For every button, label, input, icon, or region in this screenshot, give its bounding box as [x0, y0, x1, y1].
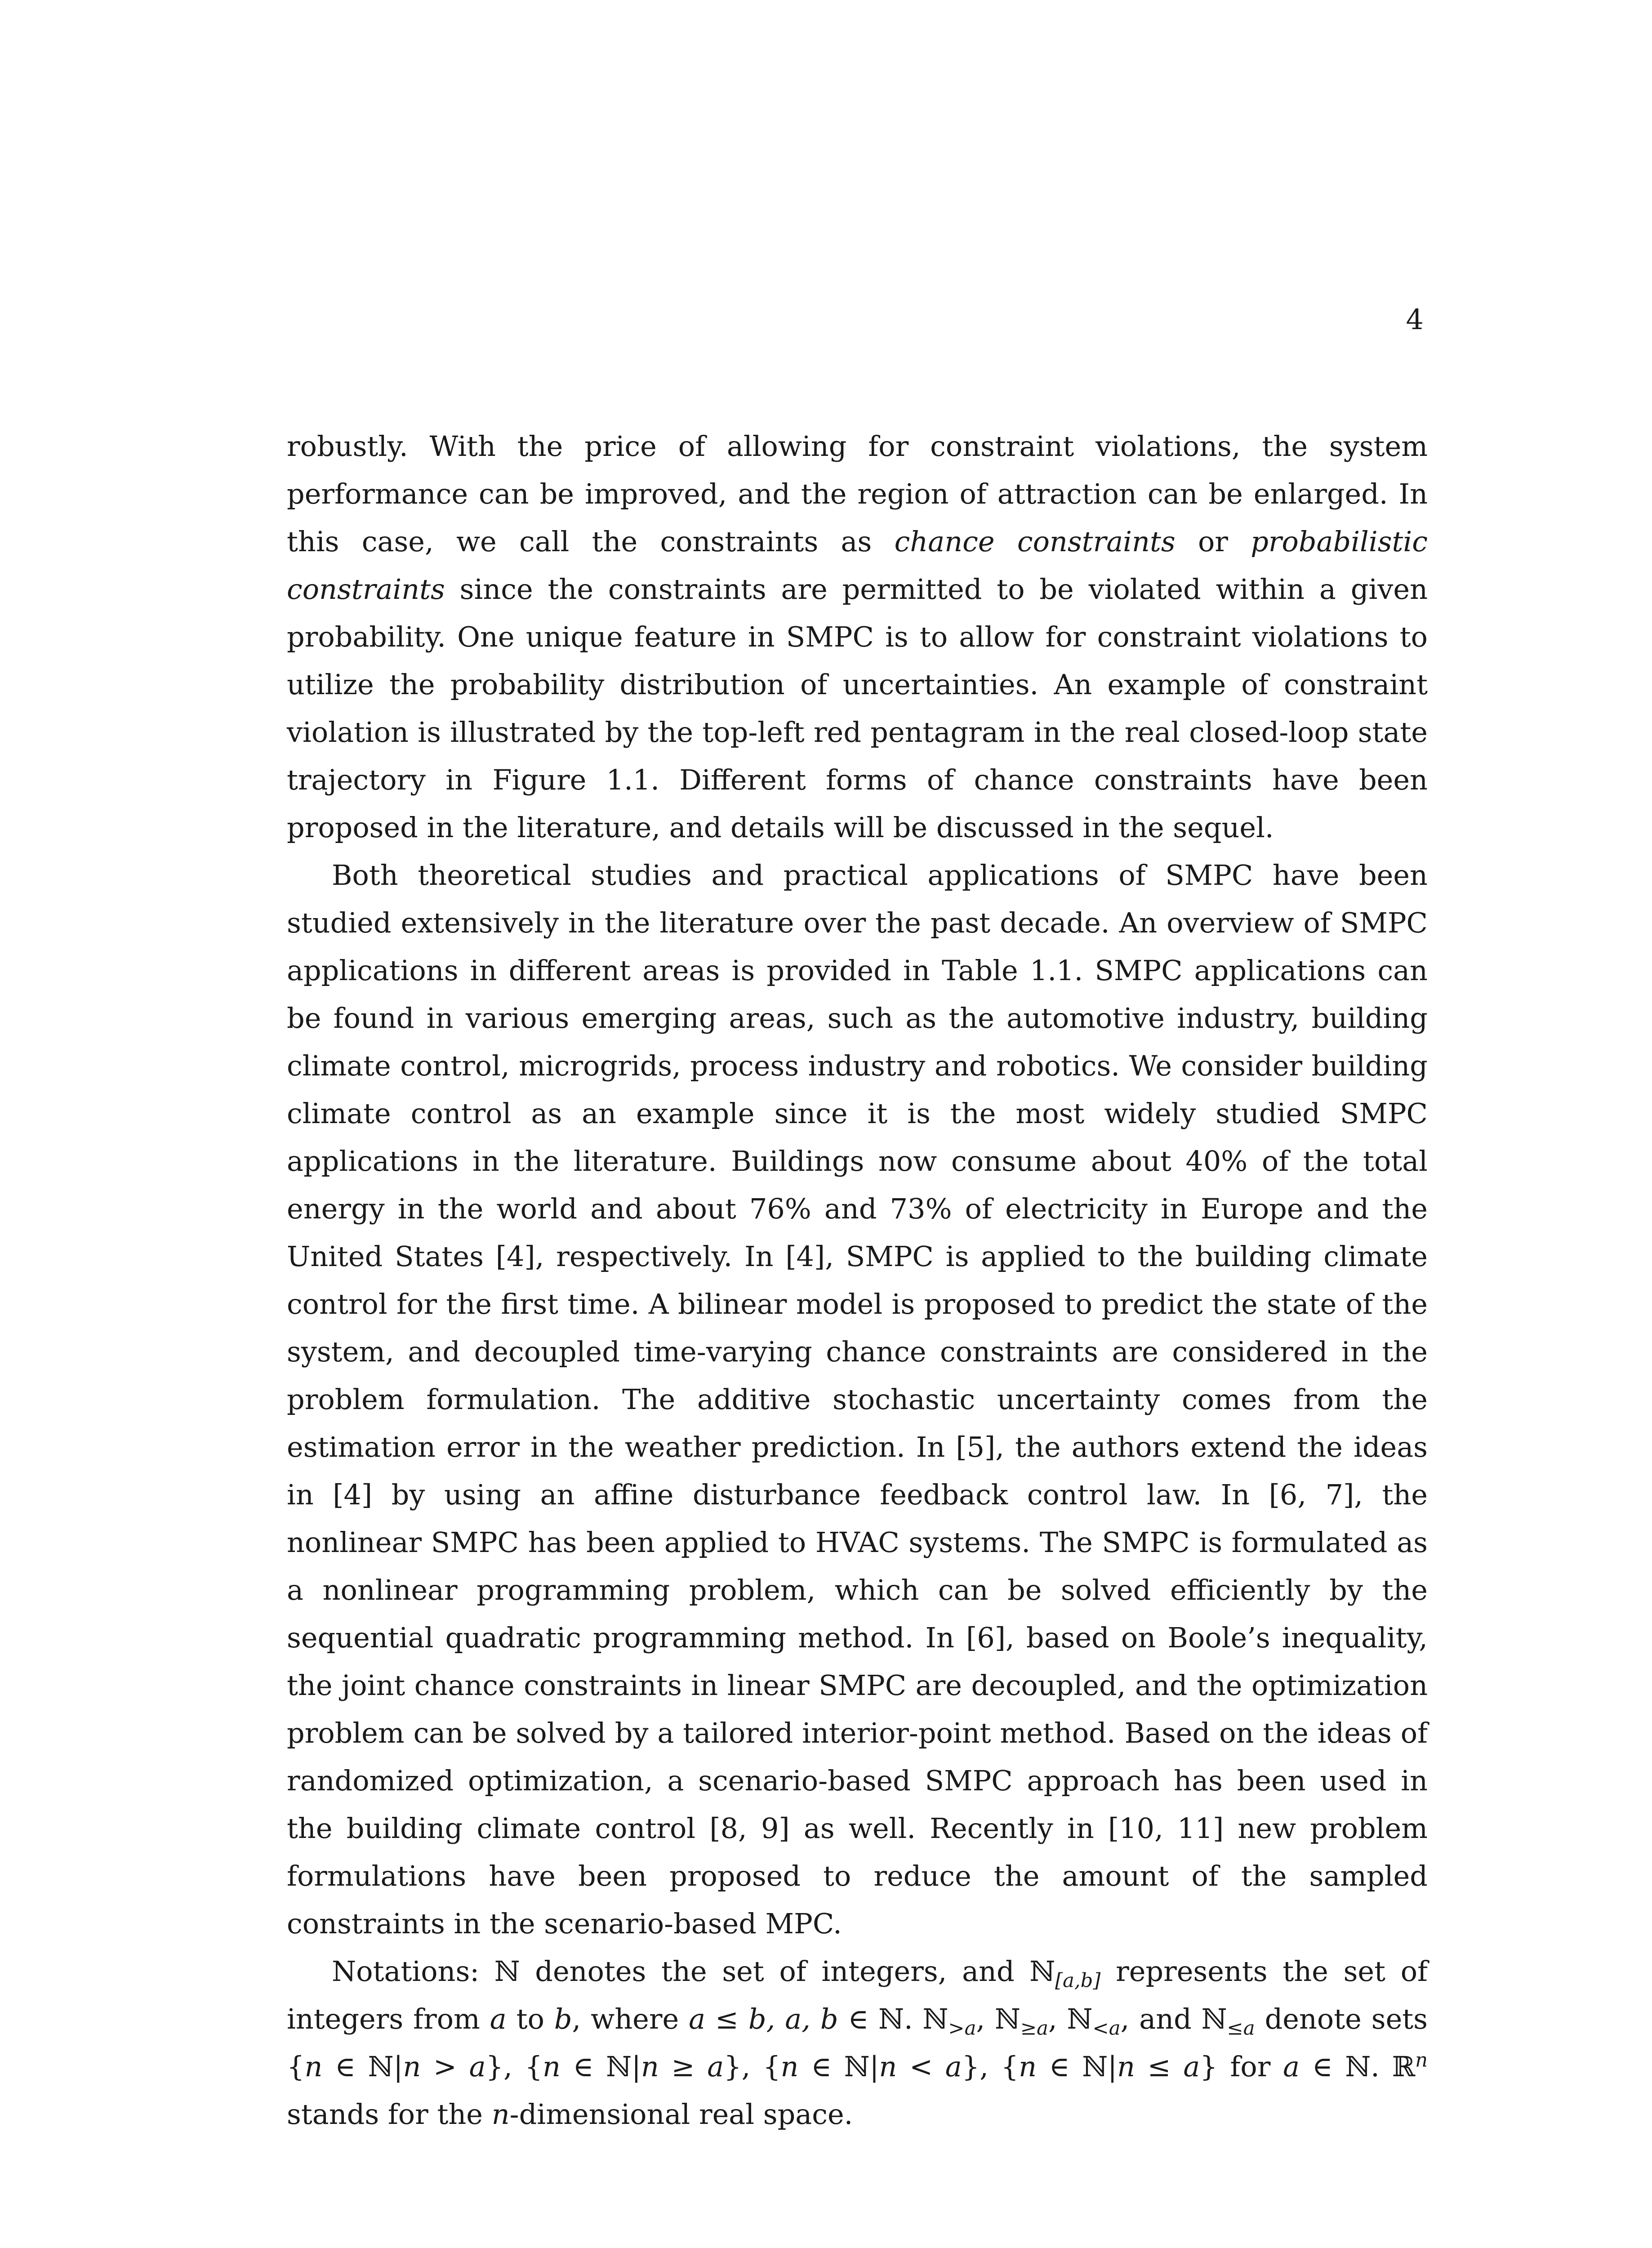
notation-text: to: [506, 2003, 554, 2035]
page-number: 4: [1406, 303, 1424, 336]
notation-subscript: ≥a: [1020, 2017, 1049, 2040]
notation-math: n < a: [879, 2050, 962, 2083]
term-chance-constraints: chance constraints: [894, 525, 1176, 558]
notation-math: a: [490, 2003, 507, 2035]
notation-text: } for: [1200, 2050, 1283, 2083]
paragraph-1-text-c: since the constraints are permitted to be violated within a given probability. One unique feature in SMPC is to allow for constraint violations to utilize the probability distribution of uncertainties. An example of constraint violation is illustrated by the top-left red pentagram in the real closed-loop state trajectory in Figure 1.1. Different forms of chance constraints have been proposed in the literature, and details will be discussed in the sequel.: [287, 573, 1428, 844]
notation-math: n: [543, 2050, 561, 2083]
notation-text: }, {: [962, 2050, 1019, 2083]
notation-math: n: [1019, 2050, 1037, 2083]
notation-text: , where: [572, 2003, 689, 2035]
notation-math: n: [491, 2098, 510, 2131]
notation-text: ∈ ℕ|: [322, 2050, 403, 2083]
notation-math: n: [780, 2050, 799, 2083]
notation-text: , and ℕ: [1120, 2003, 1227, 2035]
notation-math: n ≥ a: [641, 2050, 724, 2083]
term-probabilistic-constraints: probabilistic constraints: [287, 525, 1428, 606]
paragraph-1: [287, 423, 1428, 852]
notation-subscript: ≤a: [1227, 2017, 1255, 2040]
notation-text: ∈ ℕ. ℕ: [838, 2003, 948, 2035]
notation-text: ∈ ℕ|: [1037, 2050, 1117, 2083]
notation-text: , ℕ: [976, 2003, 1020, 2035]
notation-math: b: [554, 2003, 572, 2035]
notation-text: ∈ ℕ|: [560, 2050, 641, 2083]
notation-math: a: [1283, 2050, 1300, 2083]
notation-text: }, {: [485, 2050, 543, 2083]
notation-math: n > a: [403, 2050, 486, 2083]
notation-text: represents the set of integers from: [287, 1955, 1428, 2035]
paragraph-3-notations: [287, 1948, 1428, 2138]
notation-subscript: >a: [948, 2017, 976, 2040]
notation-text: ∈ ℕ. ℝ: [1300, 2050, 1416, 2083]
notation-text: }, {: [724, 2050, 781, 2083]
notation-text: Notations: ℕ denotes the set of integers, and ℕ: [332, 1955, 1055, 1988]
notation-subscript: <a: [1092, 2017, 1121, 2040]
notation-text: -dimensional real space.: [509, 2098, 853, 2131]
paragraph-1-text-b: or: [1175, 525, 1251, 558]
notation-superscript: n: [1415, 2049, 1428, 2072]
notation-text: ∈ ℕ|: [798, 2050, 879, 2083]
notation-text: , ℕ: [1048, 2003, 1093, 2035]
body-text: [287, 423, 1428, 2138]
notation-math: n: [304, 2050, 323, 2083]
paragraph-1-text-a: robustly. With the price of allowing for constraint violations, the system performance can be improved, and the region of attraction can be enlarged. In this case, we call the constraints as: [287, 430, 1428, 558]
paragraph-2: Both theoretical studies and practical applications of SMPC have been studied extensively in the literature over the past decade. An overview of SMPC applications in different areas is provided in Table 1.1. SMPC applications can be found in various emerging areas, such as the automotive industry, building climate control, microgrids, process industry and robotics. We consider building climate control as an example since it is the most widely studied SMPC applications in the literature. Buildings now consume about 40% of the total energy in the world and about 76% and 73% of electricity in Europe and the United States [4], respectively. In [4], SMPC is applied to the building climate control for the first time. A bilinear model is proposed to predict the state of the system, and decoupled time-varying chance constraints are considered in the problem formulation. The additive stochastic uncertainty comes from the estimation error in the weather prediction. In [5], the authors extend the ideas in [4] by using an affine disturbance feedback control law. In [6, 7], the nonlinear SMPC has been applied to HVAC systems. The SMPC is formulated as a nonlinear programming problem, which can be solved efficiently by the sequential quadratic programming method. In [6], based on Boole’s inequality, the joint chance constraints in linear SMPC are decoupled, and the optimization problem can be solved by a tailored interior-point method. Based on the ideas of randomized optimization, a scenario-based SMPC approach has been used in the building climate control [8, 9] as well. Recently in [10, 11] new problem formulations have been proposed to reduce the amount of the sampled constraints in the scenario-based MPC.: [287, 859, 1428, 1940]
notation-text: denote sets {: [287, 2003, 1428, 2083]
notation-subscript: [a,b]: [1055, 1969, 1101, 1992]
notation-text: stands for the: [287, 2098, 492, 2131]
notation-math: a ≤ b, a, b: [689, 2003, 838, 2035]
notation-math: n ≤ a: [1117, 2050, 1200, 2083]
